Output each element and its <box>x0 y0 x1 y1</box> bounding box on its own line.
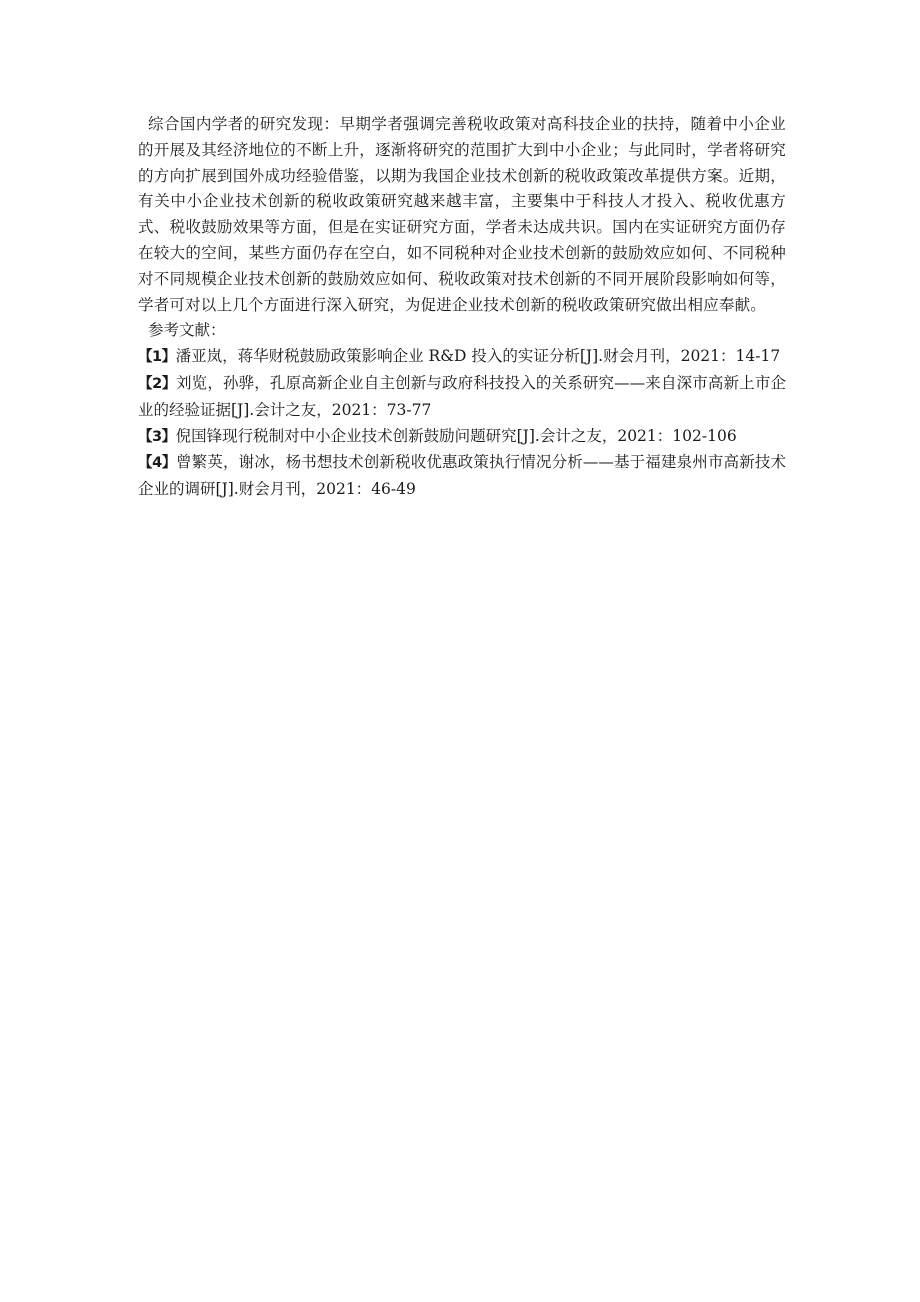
reference-number: 【2】 <box>138 375 177 392</box>
document-page <box>138 112 786 503</box>
references-heading: 参考文献： <box>148 321 226 340</box>
reference-text: 曾繁英，谢冰，杨书想技术创新税收优惠政策执行情况分析——基于福建泉州市高新技术企业的调研[J].财会月刊，2021：46-49 <box>138 453 786 499</box>
reference-item <box>138 450 786 503</box>
reference-item <box>138 371 786 424</box>
body-paragraph: 综合国内学者的研究发现：早期学者强调完善税收政策对高科技企业的扶持，随着中小企业的开展及其经济地位的不断上升，逐渐将研究的范围扩大到中小企业；与此同时，学者将研究的方向扩展到国外成功经验借鉴，以期为我国企业技术创新的税收政策改革提供方案。近期，有关中小企业技术创新的税收政策研究越来越丰富，主要集中于科技人才投入、税收优惠方式、税收鼓励效果等方面，但是在实证研究方面，学者未达成共识。国内在实证研究方面仍存在较大的空间，某些方面仍存在空白，如不同税种对企业技术创新的鼓励效应如何、不同税种对不同规模企业技术创新的鼓励效应如何、税收政策对技术创新的不同开展阶段影响如何等，学者可对以上几个方面进行深入研究，为促进企业技术创新的税收政策研究做出相应奉献。 <box>138 115 786 314</box>
references-list <box>138 344 786 503</box>
reference-item <box>138 424 786 451</box>
reference-text: 刘览，孙骅，孔原高新企业自主创新与政府科技投入的关系研究——来自深市高新上市企业的经验证据[J].会计之友，2021：73-77 <box>138 373 786 419</box>
reference-number: 【4】 <box>138 455 177 472</box>
reference-item <box>138 344 786 371</box>
reference-text: 倪国锋现行税制对中小企业技术创新鼓励问题研究[J].会计之友，2021：102-106 <box>175 426 737 445</box>
reference-number: 【3】 <box>138 428 176 445</box>
reference-text: 潘亚岚，蒋华财税鼓励政策影响企业 R&D 投入的实证分析[J].财会月刊，2021：14-17 <box>175 347 781 366</box>
reference-number: 【1】 <box>138 349 176 366</box>
